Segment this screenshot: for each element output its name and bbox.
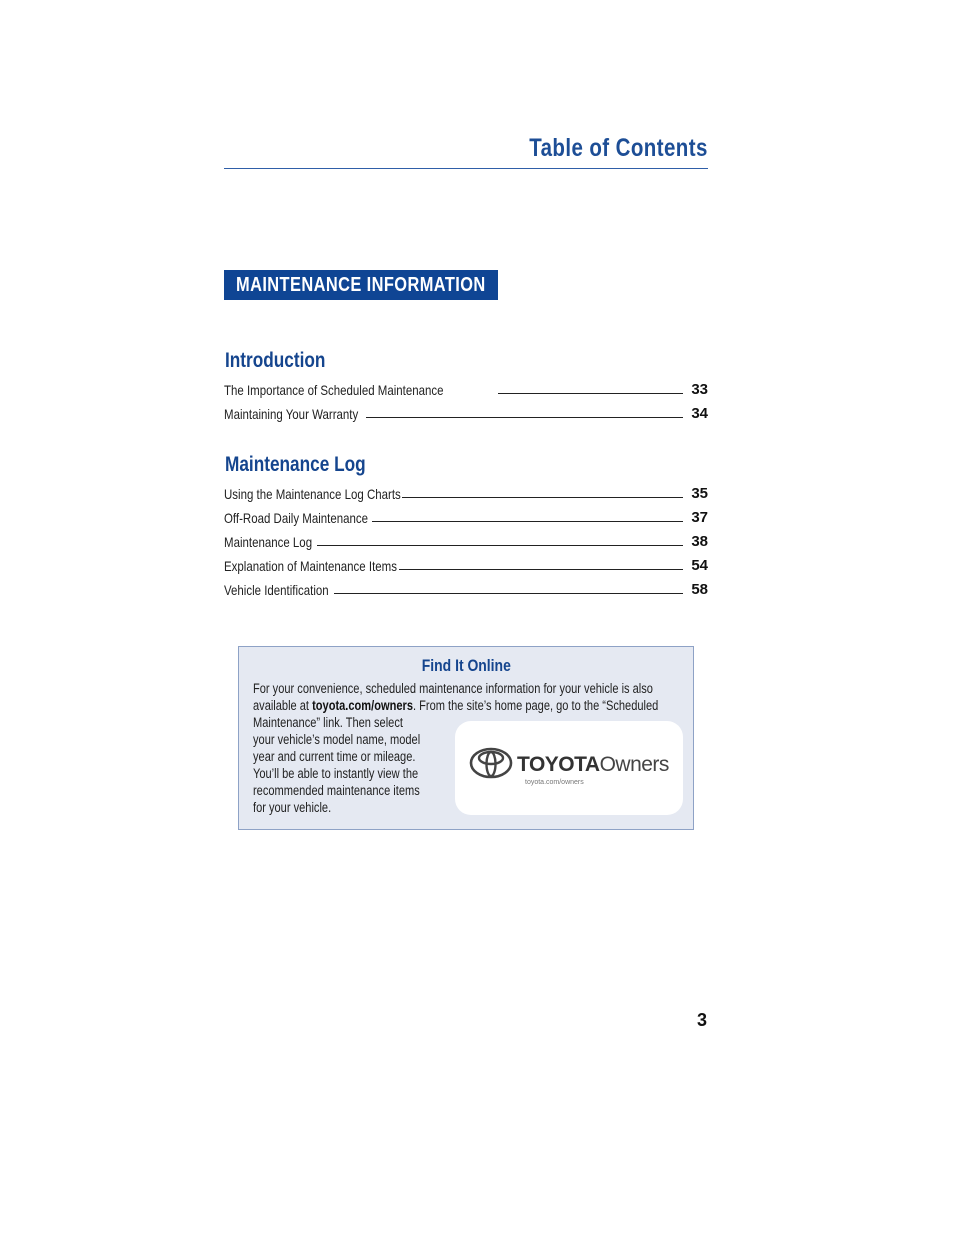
toc-entry[interactable] [224, 508, 708, 526]
toc-entry-page: 37 [691, 509, 708, 526]
toc-entry-page: 54 [691, 557, 708, 574]
find-online-text-line [253, 800, 348, 815]
find-online-text-line [253, 783, 456, 798]
find-online-title-text: Find It Online [421, 656, 511, 675]
find-online-line-text: for your vehicle. [253, 800, 332, 815]
find-online-text-line [253, 715, 436, 730]
find-online-text-line [253, 732, 457, 747]
find-online-text-line [253, 749, 451, 764]
section-banner [224, 270, 498, 300]
group-heading-text: Introduction [225, 349, 326, 372]
logo-url-text: toyota.com/owners [525, 779, 584, 786]
toyota-emblem-icon [469, 747, 513, 779]
find-online-box [238, 646, 694, 830]
find-online-text-line [253, 766, 454, 781]
section-banner-label: MAINTENANCE INFORMATION [236, 274, 486, 296]
toc-entry-page: 58 [691, 581, 708, 598]
toc-entry[interactable] [224, 532, 708, 550]
toc-leader-line [334, 593, 684, 594]
toc-entry-label: Off-Road Daily Maintenance [224, 510, 368, 526]
toc-entry[interactable] [224, 380, 708, 398]
find-online-line-text: recommended maintenance items [253, 783, 420, 798]
group-heading-introduction [225, 349, 347, 373]
toc-entry[interactable] [224, 404, 708, 422]
find-online-line-text: . From the site’s home page, go to the “Scheduled [412, 698, 659, 713]
page-title: Table of Contents [529, 134, 708, 162]
toc-entry-label: Vehicle Identification [224, 582, 329, 598]
toc-leader-line [366, 417, 684, 418]
toc-leader-line [399, 569, 683, 570]
toc-entry-label: Maintenance Log [224, 534, 313, 550]
owners-site-link[interactable]: toyota.com/owners [312, 698, 413, 713]
toyota-owners-logo [455, 721, 683, 815]
toc-leader-line [317, 545, 683, 546]
group-heading-maintenance-log [225, 453, 397, 477]
find-online-line-text: year and current time or mileage. [253, 749, 416, 764]
find-online-line-text: You’ll be able to instantly view the [253, 766, 419, 781]
find-online-text-line [253, 681, 741, 696]
find-online-text-line [253, 698, 747, 713]
toc-entry[interactable] [224, 556, 708, 574]
page-header [490, 134, 708, 163]
find-online-line-text: available at [253, 698, 313, 713]
header-rule [224, 168, 708, 169]
group-heading-text: Maintenance Log [225, 453, 366, 476]
logo-wordmark [517, 753, 669, 777]
toc-entry-label: Explanation of Maintenance Items [224, 558, 397, 574]
toc-entry-page: 34 [691, 405, 708, 422]
page-number: 3 [697, 1010, 708, 1030]
toc-leader-line [402, 497, 684, 498]
toc-entry-page: 38 [691, 533, 708, 550]
toc-leader-line [498, 393, 684, 394]
toc-entry-label: Maintaining Your Warranty [224, 406, 359, 422]
toc-entry-page: 35 [691, 485, 708, 502]
toc-entry-label: The Importance of Scheduled Maintenance [224, 382, 444, 398]
logo-suffix-text: Owners [599, 753, 669, 776]
toc-entry-page: 33 [691, 381, 708, 398]
logo-brand-text: TOYOTA [517, 753, 600, 776]
toc-leader-line [372, 521, 684, 522]
toc-entry-label: Using the Maintenance Log Charts [224, 486, 401, 502]
toc-entry[interactable] [224, 580, 708, 598]
find-online-line-text: your vehicle’s model name, model [253, 732, 421, 747]
find-online-title [239, 656, 693, 676]
find-online-line-text: Maintenance” link. Then select [253, 715, 403, 730]
find-online-line-text: For your convenience, scheduled maintenance information for your vehicle is also [253, 681, 653, 696]
toc-entry[interactable] [224, 484, 708, 502]
